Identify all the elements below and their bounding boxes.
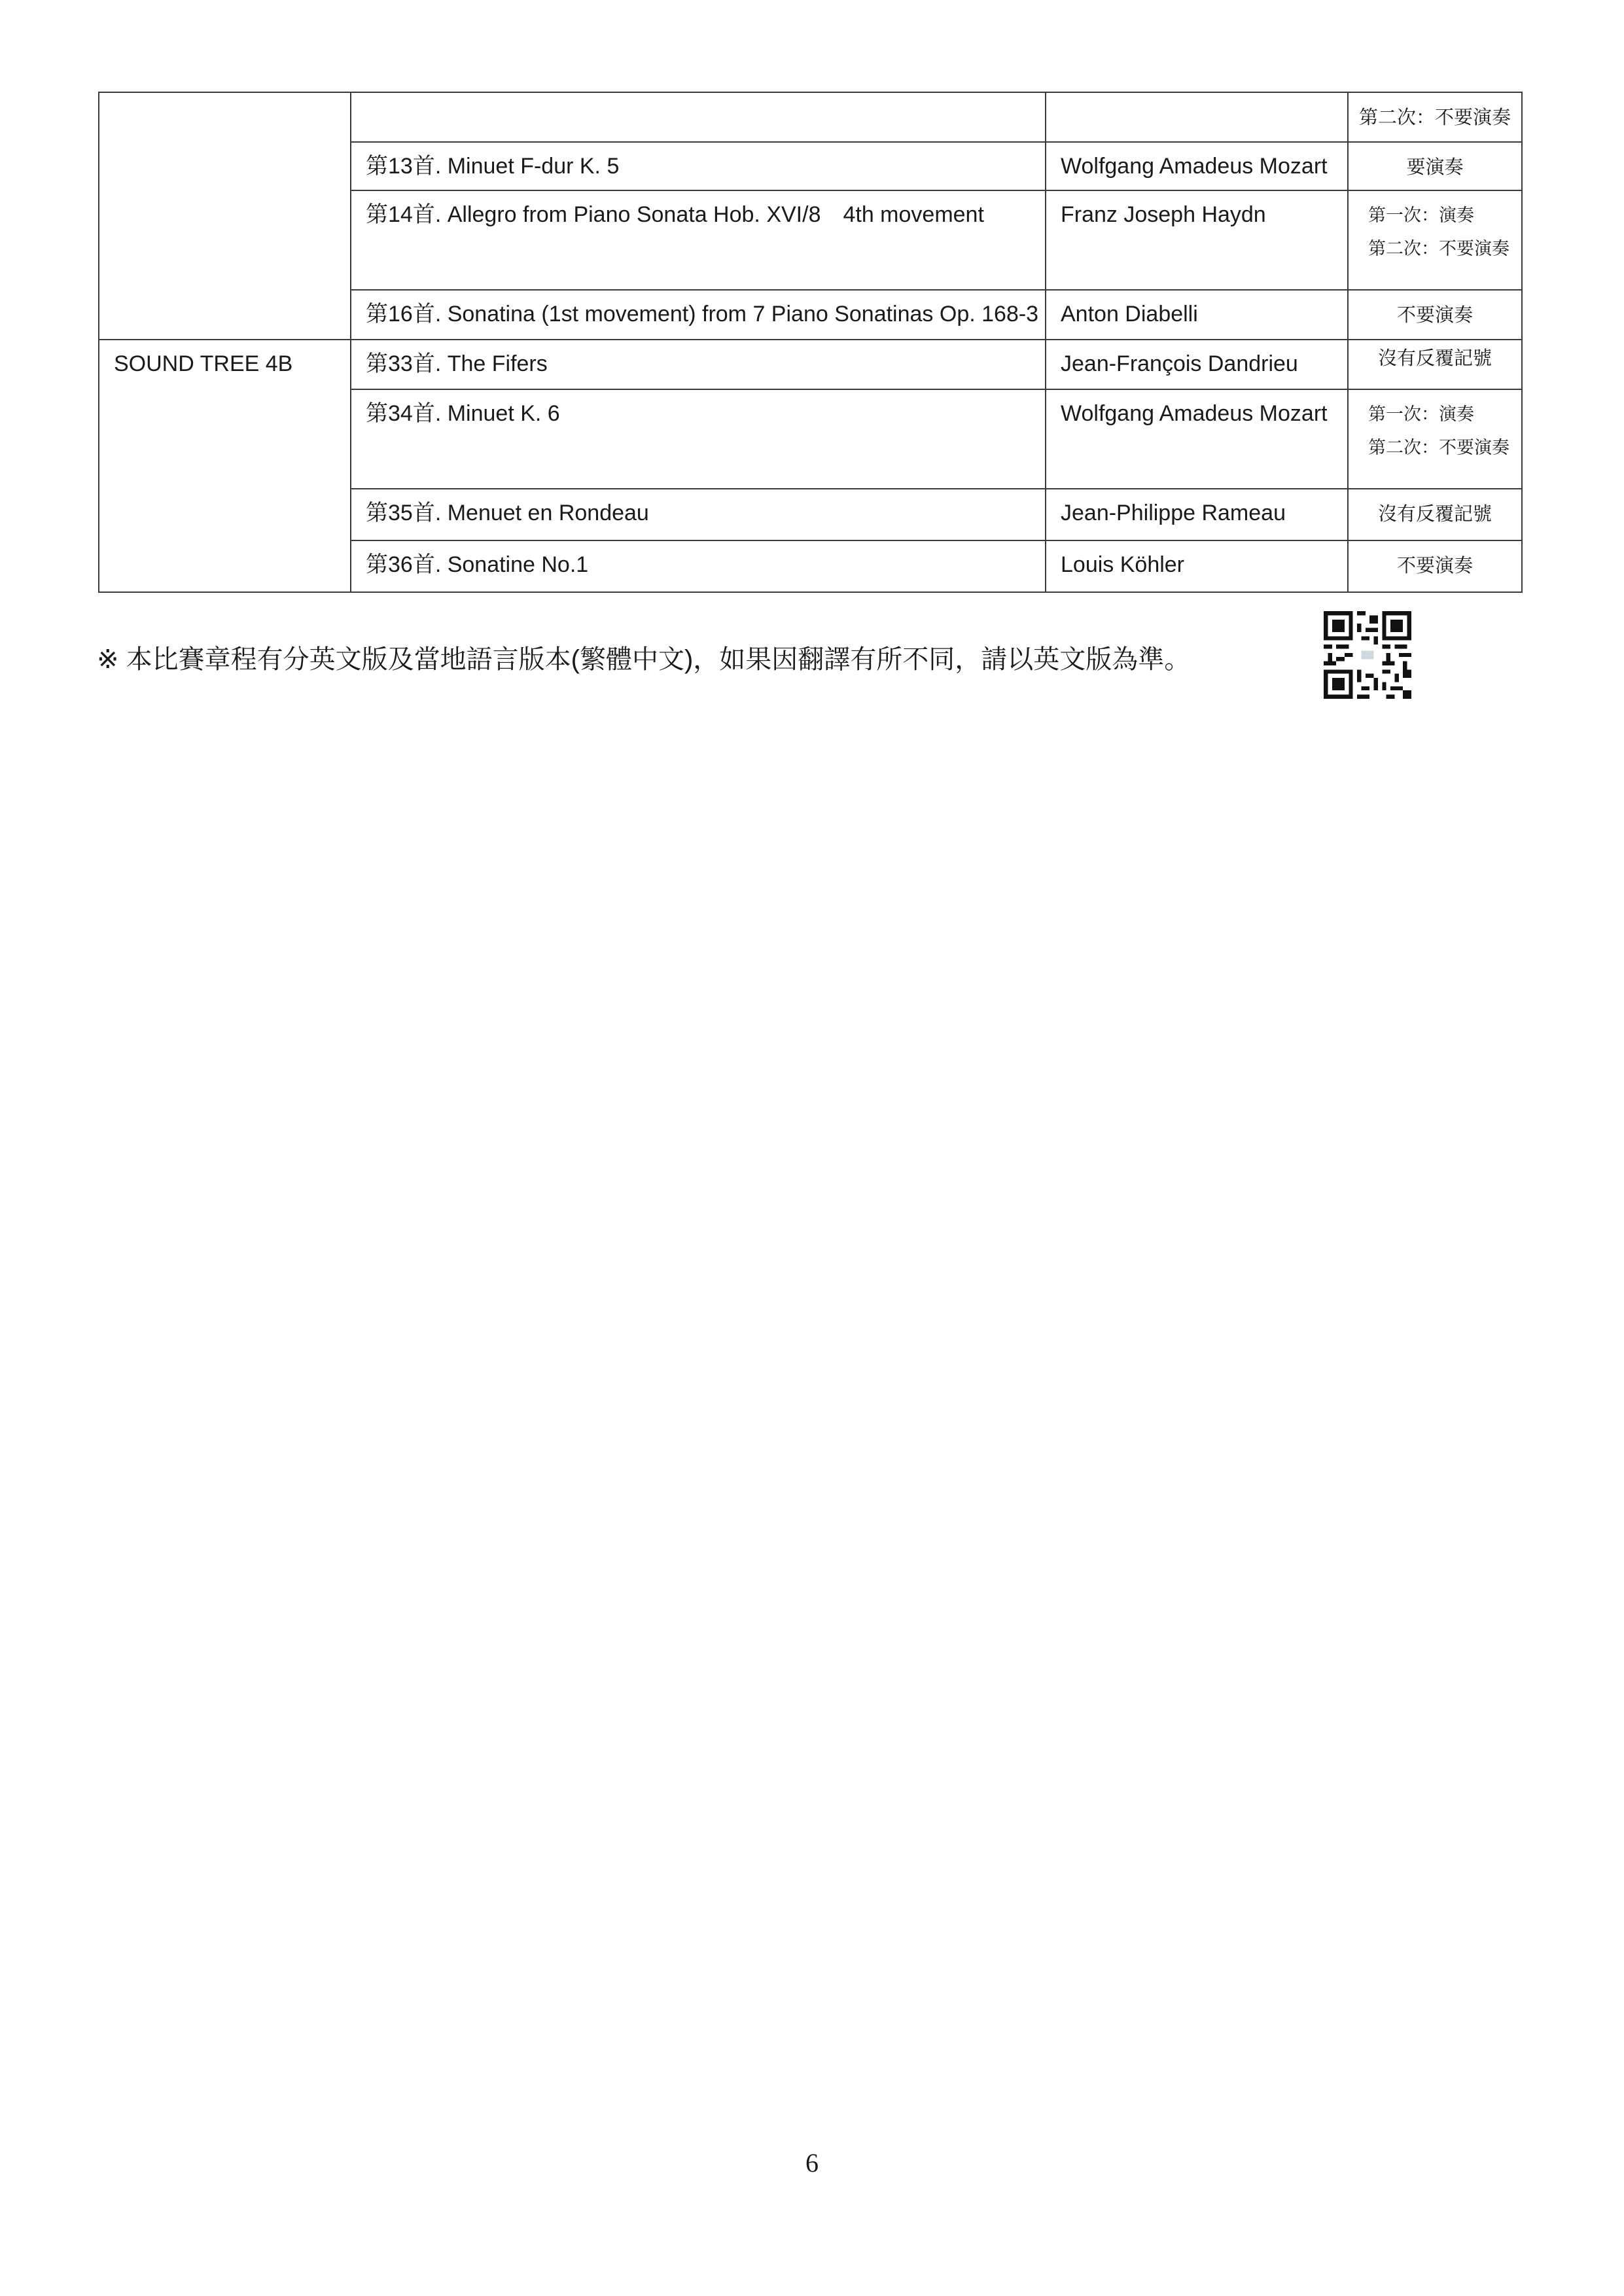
piece-cell: 第35首. Menuet en Rondeau — [351, 489, 1046, 540]
qr-code-icon[interactable] — [1324, 611, 1411, 699]
note-cell — [1348, 340, 1522, 389]
piece-cell: 第33首. The Fifers — [351, 340, 1046, 389]
piece-cell: 第13首. Minuet F-dur K. 5 — [351, 142, 1046, 190]
note-cell — [1348, 489, 1522, 540]
note-lines — [1349, 390, 1521, 465]
note-text: 第二次：不要演奏 — [1368, 438, 1509, 457]
composer-cell: Wolfgang Amadeus Mozart — [1046, 389, 1348, 489]
footnote: ※ 本比賽章程有分英文版及當地語言版本(繁體中文)，如果因翻譯有所不同，請以英文版為準。 — [97, 645, 1191, 674]
composer-cell: Louis Köhler — [1046, 540, 1348, 592]
note-text: 不要演奏 — [1396, 305, 1473, 326]
table-row — [99, 340, 1522, 389]
note-text: 第二次：不要演奏 — [1368, 239, 1509, 258]
note-lines — [1349, 191, 1521, 266]
composer-cell: Jean-François Dandrieu — [1046, 340, 1348, 389]
table-row — [99, 92, 1522, 142]
note-text: 沒有反覆記號 — [1377, 348, 1492, 369]
note-cell — [1348, 92, 1522, 142]
note-cell — [1348, 389, 1522, 489]
note-text: 第一次：演奏 — [1368, 205, 1474, 225]
note-text: 要演奏 — [1406, 157, 1464, 178]
note-cell — [1348, 142, 1522, 190]
composer-cell: Jean-Philippe Rameau — [1046, 489, 1348, 540]
note-text: 第二次：不要演奏 — [1358, 107, 1511, 128]
composer-cell — [1046, 92, 1348, 142]
book-cell — [99, 92, 351, 340]
note-cell — [1348, 540, 1522, 592]
note-cell — [1348, 290, 1522, 340]
book-cell: SOUND TREE 4B — [99, 340, 351, 592]
composer-cell: Anton Diabelli — [1046, 290, 1348, 340]
piece-cell — [351, 92, 1046, 142]
piece-cell: 第34首. Minuet K. 6 — [351, 389, 1046, 489]
note-text: 第一次：演奏 — [1368, 404, 1474, 424]
page-number: 6 — [805, 2148, 819, 2178]
composer-cell: Wolfgang Amadeus Mozart — [1046, 142, 1348, 190]
piece-cell: 第16首. Sonatina (1st movement) from 7 Piano Sonatinas Op. 168-3 — [351, 290, 1046, 340]
repertoire-table — [98, 92, 1523, 593]
note-text: 沒有反覆記號 — [1377, 504, 1492, 525]
composer-cell: Franz Joseph Haydn — [1046, 190, 1348, 290]
piece-cell: 第14首. Allegro from Piano Sonata Hob. XVI/8 4th movement — [351, 190, 1046, 290]
note-text: 不要演奏 — [1396, 556, 1473, 576]
note-cell — [1348, 190, 1522, 290]
piece-cell: 第36首. Sonatine No.1 — [351, 540, 1046, 592]
